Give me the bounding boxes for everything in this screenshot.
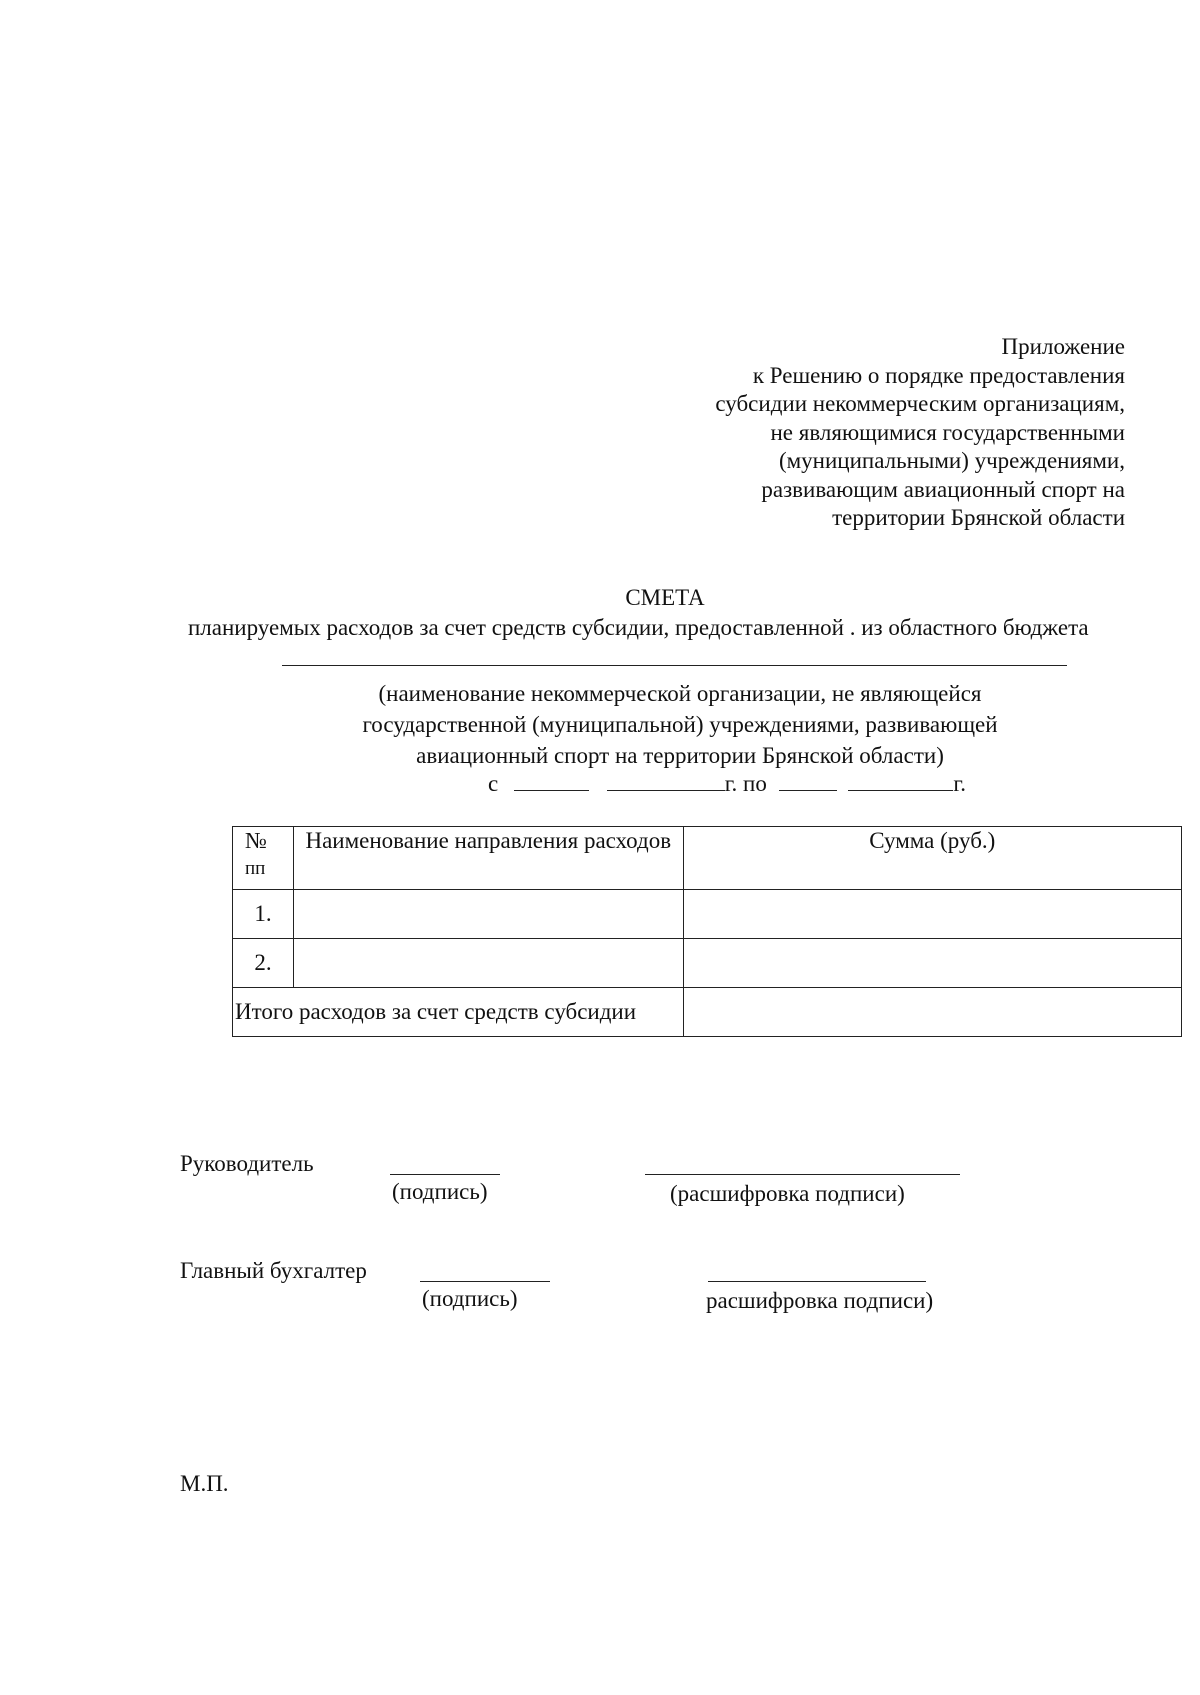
header-number (233, 827, 294, 890)
period-to-label: г. по (724, 771, 767, 796)
head-decode-caption: (расшифровка подписи) (670, 1181, 905, 1206)
header-number-pp: пп (245, 858, 266, 879)
table-total-row (233, 988, 1182, 1037)
period-from-label: с (488, 771, 499, 796)
row-sum-cell[interactable] (683, 890, 1181, 939)
period-from-year-blank[interactable] (607, 770, 725, 791)
period-to-year-blank[interactable] (848, 770, 953, 791)
head-decode-line[interactable] (645, 1174, 960, 1175)
appendix-line: не являющимися государственными (770, 419, 1125, 445)
org-caption-line: авиационный спорт на территории Брянской области) (416, 743, 944, 768)
period-end-label: г. (953, 771, 966, 796)
appendix-line: развивающим авиационный спорт на (761, 476, 1125, 502)
total-label: Итого расходов за счет средств субсидии (233, 988, 684, 1037)
accountant-decode-line[interactable] (708, 1281, 926, 1282)
accountant-label: Главный бухгалтер (180, 1258, 367, 1283)
appendix-line: (муниципальными) учреждениями, (778, 448, 1125, 473)
row-expense-name-cell[interactable] (294, 890, 684, 939)
stamp-place-label: М.П. (180, 1471, 229, 1496)
appendix-line: территории Брянской области (832, 505, 1125, 530)
accountant-signature-line[interactable] (420, 1281, 550, 1282)
row-sum-cell[interactable] (683, 939, 1181, 988)
table-row (233, 890, 1182, 939)
table-row (233, 939, 1182, 988)
header-sum: Сумма (руб.) (683, 827, 1181, 890)
appendix-line: Приложение (1001, 334, 1125, 359)
head-signature-line[interactable] (390, 1174, 500, 1175)
accountant-decode-caption: расшифровка подписи) (706, 1288, 934, 1313)
appendix-line: к Решению о порядке предоставления (752, 362, 1125, 388)
header-number-symbol: № (245, 828, 267, 853)
document-subtitle: планируемых расходов за счет средств субсидии, предоставленной . из областного бюджета (188, 615, 1089, 640)
row-number: 2. (233, 939, 294, 988)
accountant-signature-caption: (подпись) (422, 1286, 518, 1311)
period-to-day-blank[interactable] (779, 770, 837, 791)
appendix-block (715, 333, 1125, 533)
total-sum-cell[interactable] (683, 988, 1181, 1037)
appendix-line: субсидии некоммерческим организациям, (715, 391, 1125, 416)
row-expense-name-cell[interactable] (294, 939, 684, 988)
header-expense-name: Наименование направления расходов (294, 827, 684, 890)
document-title: СМЕТА (625, 585, 705, 610)
period-from-day-blank[interactable] (514, 770, 589, 791)
org-caption-line: (наименование некоммерческой организации, не являющейся (378, 681, 982, 706)
row-number: 1. (233, 890, 294, 939)
period-line (488, 770, 966, 798)
head-signature-caption: (подпись) (392, 1179, 488, 1204)
organization-name-line[interactable] (282, 665, 1067, 666)
head-label: Руководитель (180, 1151, 314, 1176)
organization-caption (300, 678, 1060, 771)
org-caption-line: государственной (муниципальной) учреждениями, развивающей (362, 712, 998, 737)
expense-table (232, 826, 1182, 1037)
table-header-row (233, 827, 1182, 890)
